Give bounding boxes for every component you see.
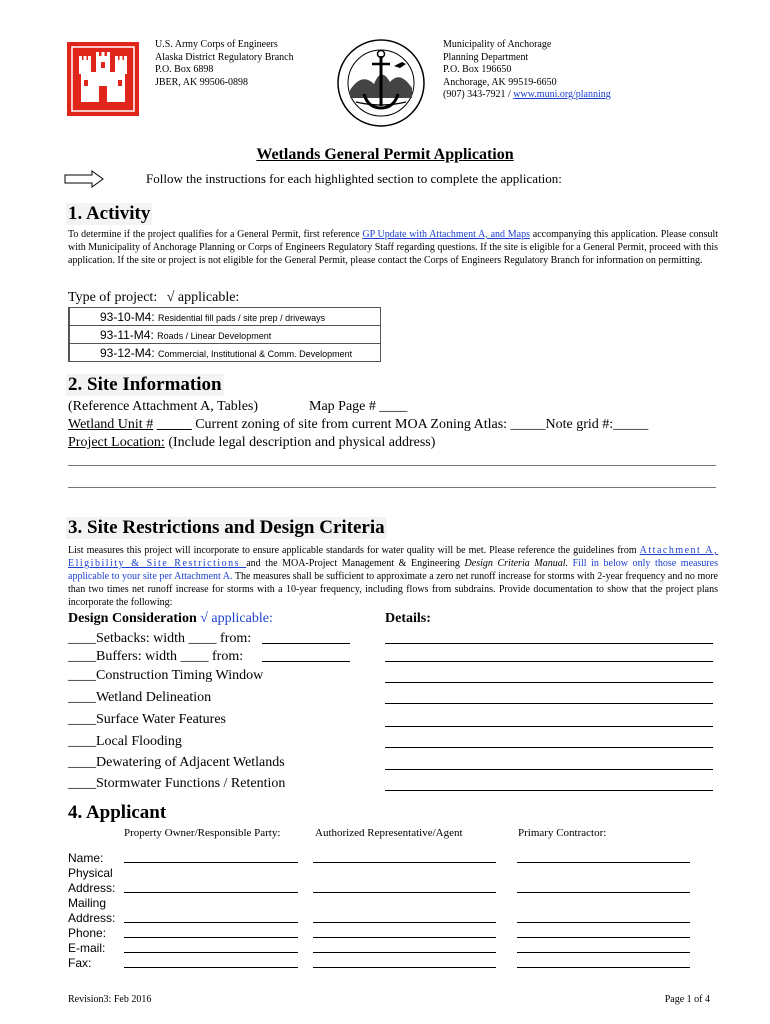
restrictions-instructions: [68, 544, 718, 609]
section-heading-site-restrictions: 3. Site Restrictions and Design Criteria: [68, 517, 385, 538]
contractor-phone-line[interactable]: [517, 937, 690, 938]
table-row: [69, 308, 381, 326]
moa-contact: [443, 89, 663, 102]
contractor-fax-line[interactable]: [517, 967, 690, 968]
field-label: Mailing: [68, 896, 107, 910]
field-label: Name:: [68, 851, 104, 865]
activity-text-a: To determine if the project qualifies for a General Permit, first reference: [68, 229, 363, 240]
activity-instructions: [68, 228, 718, 267]
section-heading-applicant: 4. Applicant: [68, 802, 167, 823]
details-label: Details:: [385, 611, 431, 626]
restrictions-text-blue: Fill in below only those measures applicable to your site per Attachment A.: [68, 558, 718, 582]
revision-note: Revision3: Feb 2016: [68, 994, 152, 1005]
agent-physical-address-line[interactable]: [313, 892, 496, 893]
applicant-column-contractor: Primary Contractor:: [518, 827, 607, 839]
activity-text-b: accompanying this application. Please consult with Municipality of Anchorage Planning or Corps of Engineers Regulatory Staff regarding questions. If the site is eligible for a General Permit, proceed with this application. If the site or project is not eligible for the General Permit, please contact the Corps of Engineers Regulatory Branch for information on permitting.: [68, 229, 718, 266]
type-cell: [70, 326, 381, 344]
applicant-column-owner: Property Owner/Responsible Party:: [124, 827, 281, 839]
agent-email-line[interactable]: [313, 952, 496, 953]
contractor-physical-address-line[interactable]: [517, 892, 690, 893]
agent-fax-line[interactable]: [313, 967, 496, 968]
field-label: Address:: [68, 911, 116, 925]
moa-line: P.O. Box 196650: [443, 64, 512, 75]
wetland-unit-field[interactable]: _____: [153, 417, 192, 432]
usace-line: U.S. Army Corps of Engineers: [155, 39, 278, 50]
owner-physical-address-line[interactable]: [124, 892, 298, 893]
applicant-column-agent: Authorized Representative/Agent: [315, 827, 463, 839]
owner-mailing-address-line[interactable]: [124, 922, 298, 923]
details-line[interactable]: [385, 661, 713, 662]
project-location-line[interactable]: [68, 487, 716, 488]
site-info-line-2: [68, 416, 748, 434]
design-consideration-label: Design Consideration: [68, 611, 197, 626]
design-item[interactable]: ____Local Flooding: [68, 734, 182, 749]
buffers-from-line[interactable]: [262, 661, 350, 662]
contractor-name-line[interactable]: [517, 862, 690, 863]
type-label: Type of project:: [68, 290, 158, 305]
field-label: Fax:: [68, 956, 92, 970]
design-applicable: √ applicable:: [196, 611, 273, 626]
field-label: E-mail:: [68, 941, 106, 955]
project-location-line[interactable]: [68, 465, 716, 466]
page-subtitle: Follow the instructions for each highlighted section to complete the application:: [146, 171, 562, 186]
reference-text: (Reference Attachment A, Tables): [68, 399, 259, 414]
project-type-label: [68, 289, 239, 307]
design-consideration-header: [68, 610, 273, 628]
type-desc: Residential fill pads / site prep / driveways: [158, 312, 326, 323]
agent-name-line[interactable]: [313, 862, 496, 863]
table-row: [69, 326, 381, 344]
owner-fax-line[interactable]: [124, 967, 298, 968]
type-applicable: √ applicable:: [166, 290, 240, 305]
moa-phone: (907) 343-7921 /: [443, 89, 514, 100]
contractor-email-line[interactable]: [517, 952, 690, 953]
field-label: Phone:: [68, 926, 107, 940]
details-line[interactable]: [385, 703, 713, 704]
site-info-line-1: [68, 398, 748, 416]
gp-update-link[interactable]: GP Update with Attachment A, and Maps: [362, 229, 531, 240]
owner-name-line[interactable]: [124, 862, 298, 863]
type-desc: Roads / Linear Development: [157, 330, 272, 341]
type-cell: [70, 344, 381, 362]
owner-phone-line[interactable]: [124, 937, 298, 938]
wetland-unit-label: Wetland Unit #: [68, 417, 154, 432]
details-line[interactable]: [385, 643, 713, 644]
details-line[interactable]: [385, 747, 713, 748]
project-location-label: Project Location:: [68, 435, 165, 450]
details-line[interactable]: [385, 769, 713, 770]
type-cell: [70, 308, 381, 326]
details-line[interactable]: [385, 726, 713, 727]
table-row: [69, 344, 381, 362]
design-item[interactable]: ____Setbacks: width ____ from:: [68, 631, 252, 646]
contractor-mailing-address-line[interactable]: [517, 922, 690, 923]
restrictions-text-c: The measures shall be sufficient to approximate a zero net runoff increase for storms with 2-year frequency and no more than two times net runoff increase for storms with a 10-year frequency, including flows from subdrains. Provide documentation to show that the project plans incorporate the following:: [68, 571, 718, 608]
page-title: Wetlands General Permit Application: [256, 146, 514, 163]
design-item[interactable]: ____Buffers: width ____ from:: [68, 649, 244, 664]
moa-line: Planning Department: [443, 51, 529, 63]
setbacks-from-line[interactable]: [262, 643, 350, 644]
design-item[interactable]: ____Construction Timing Window: [68, 668, 264, 683]
moa-website-link[interactable]: www.muni.org/planning: [513, 89, 611, 100]
type-code: 93-11-M4:: [100, 327, 158, 342]
field-label: Address:: [68, 881, 116, 895]
restrictions-text-b: and the MOA-Project Management & Engineering: [246, 558, 465, 569]
type-code: 93-12-M4:: [100, 345, 159, 360]
project-type-table: [68, 307, 381, 362]
design-manual-title: Design Criteria Manual.: [464, 558, 568, 569]
site-info-line-3: [68, 434, 435, 452]
section-heading-site-information: 2. Site Information: [68, 374, 222, 395]
details-line[interactable]: [385, 790, 713, 791]
zoning-text[interactable]: Current zoning of site from current MOA Zoning Atlas: _____Note grid #:_____: [191, 417, 649, 432]
design-item[interactable]: ____Wetland Delineation: [68, 690, 212, 705]
anchorage-seal-logo: [336, 38, 426, 128]
owner-email-line[interactable]: [124, 952, 298, 953]
arrow-right-icon: [64, 170, 104, 193]
project-location-hint: (Include legal description and physical address): [164, 435, 436, 450]
usace-address: [155, 39, 330, 89]
applicant-field-labels: [68, 851, 115, 971]
moa-address: [443, 39, 663, 102]
usace-line: JBER, AK 99506-0898: [155, 76, 249, 88]
design-item[interactable]: ____Surface Water Features: [68, 712, 226, 727]
agent-phone-line[interactable]: [313, 937, 496, 938]
page-number: Page 1 of 4: [664, 994, 710, 1005]
moa-line: Anchorage, AK 99519-6650: [443, 76, 557, 88]
usace-castle-logo: [67, 42, 139, 116]
field-label: Physical: [68, 866, 113, 880]
design-item[interactable]: ____Stormwater Functions / Retention: [68, 776, 286, 791]
type-code: 93-10-M4:: [100, 309, 159, 324]
map-page-field[interactable]: Map Page # ____: [309, 399, 408, 414]
usace-line: Alaska District Regulatory Branch: [155, 51, 294, 63]
type-desc: Commercial, Institutional & Comm. Development: [158, 348, 353, 359]
attachment-a-link[interactable]: Attachment A, Eligibility & Site Restrictions: [68, 545, 719, 569]
restrictions-text-a: List measures this project will incorporate to ensure applicable standards for water quality will be met. Please reference the guidelines from: [68, 545, 640, 556]
moa-line: Municipality of Anchorage: [443, 39, 552, 50]
usace-line: P.O. Box 6898: [155, 64, 214, 75]
section-heading-activity: 1. Activity: [68, 203, 151, 224]
design-item[interactable]: ____Dewatering of Adjacent Wetlands: [68, 755, 285, 770]
agent-mailing-address-line[interactable]: [313, 922, 496, 923]
details-line[interactable]: [385, 682, 713, 683]
